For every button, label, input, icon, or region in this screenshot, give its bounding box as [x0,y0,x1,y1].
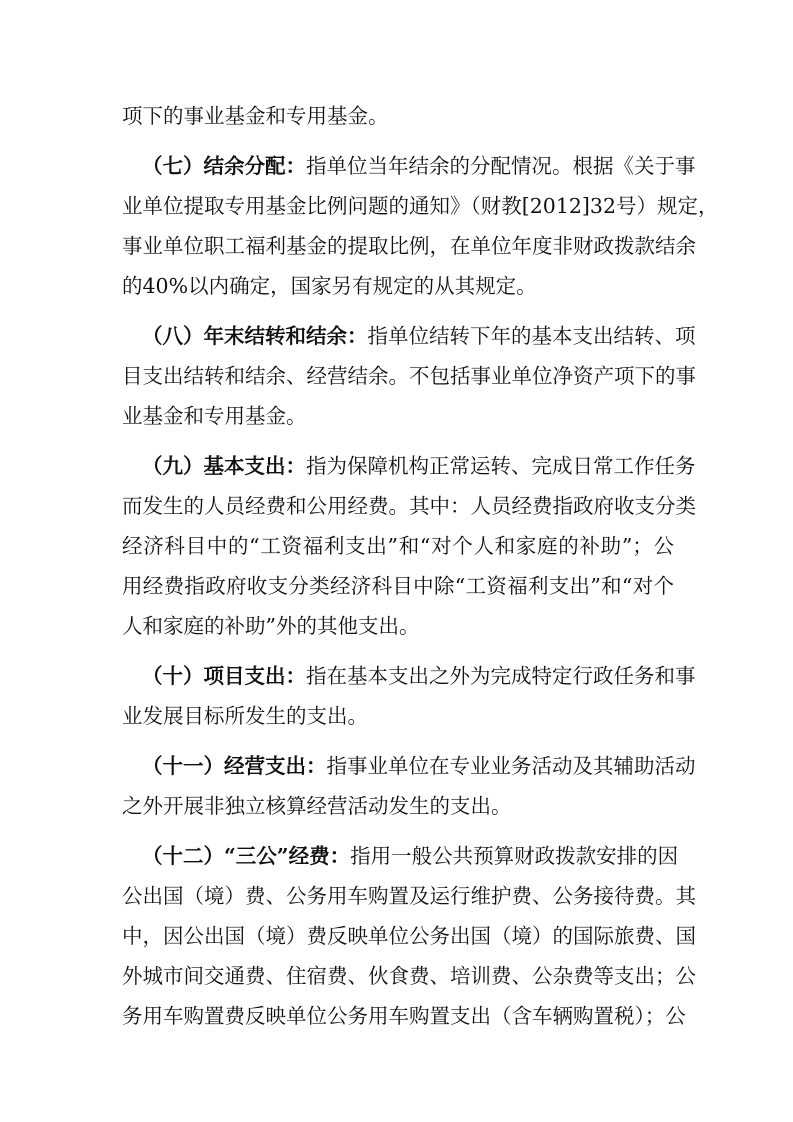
paragraph-3-line-2 [122,526,674,566]
section-heading: （十一）经营支出： [142,754,327,778]
paragraph-6-line-2 [122,916,696,956]
line-text: 指单位结转下年的基本支出结转、项 [367,324,696,348]
paragraph-2-line-2 [122,396,674,436]
line-text: 经济科目中的“工资福利支出”和“对个人和家庭的补助”；公 [122,534,674,558]
line-text: 指在基本支出之外为完成特定行政任务和事 [306,664,696,688]
line-text: 指用一般公共预算财政拨款安排的因 [350,844,679,868]
paragraph-3-line-4 [122,606,674,646]
line-text: 项下的事业基金和专用基金。 [122,104,389,128]
line-text: 之外开展非独立核算经营活动发生的支出。 [122,794,512,818]
line-text: 而发生的人员经费和公用经费。其中：人员经费指政府收支分类 [122,494,696,518]
paragraph-1-line-2 [122,226,696,266]
line-text: 外城市间交通费、住宿费、伙食费、培训费、公杂费等支出；公 [122,964,696,988]
line-text: 指单位当年结余的分配情况。根据《关于事 [306,154,696,178]
line-text: 中，因公出国（境）费反映单位公务出国（境）的国际旅费、国 [122,924,696,948]
paragraph-2-line-1 [122,356,696,396]
line-text: 务用车购置费反映单位公务用车购置支出（含车辆购置税）；公 [122,1004,686,1028]
line-text: 业发展目标所发生的支出。 [122,704,368,728]
line-text: 指事业单位在专业业务活动及其辅助活动 [326,754,696,778]
paragraph-3-line-3 [122,566,674,606]
paragraph-6-line-4 [122,996,686,1036]
paragraph-6-line-1 [122,876,696,916]
line-text: 公出国（境）费、公务用车购置及运行维护费、公务接待费。其 [122,884,696,908]
line-text: 人和家庭的补助”外的其他支出。 [122,614,420,638]
paragraph-5-line-1 [122,786,674,826]
paragraph-4-line-0 [142,656,696,696]
line-text: 业单位提取专用基金比例问题的通知》（财教[2012]32号）规定， [122,194,719,218]
line-text: 目支出结转和结余、经营结余。不包括事业单位净资产项下的事 [122,364,696,388]
section-heading: （十二）“三公”经费： [142,844,351,868]
section-heading: （九）基本支出： [142,454,306,478]
paragraph-1-line-0 [142,146,696,186]
paragraph-4-line-1 [122,696,674,736]
line-text: 用经费指政府收支分类经济科目中除“工资福利支出”和“对个 [122,574,674,598]
paragraph-0-line-0 [122,96,674,136]
paragraph-5-line-0 [142,746,696,786]
line-text: 业基金和专用基金。 [122,404,307,428]
paragraph-2-line-0 [142,316,696,356]
paragraph-3-line-0 [142,446,696,486]
section-heading: （八）年末结转和结余： [142,324,368,348]
section-heading: （十）项目支出： [142,664,306,688]
section-heading: （七）结余分配： [142,154,306,178]
line-text: 事业单位职工福利基金的提取比例，在单位年度非财政拨款结余 [122,234,696,258]
paragraph-1-line-3 [122,266,674,306]
paragraph-1-line-1 [122,186,719,226]
paragraph-6-line-3 [122,956,696,996]
line-text: 指为保障机构正常运转、完成日常工作任务 [306,454,696,478]
line-text: 的40%以内确定，国家另有规定的从其规定。 [122,274,537,298]
paragraph-6-line-0 [142,836,679,876]
paragraph-3-line-1 [122,486,696,526]
